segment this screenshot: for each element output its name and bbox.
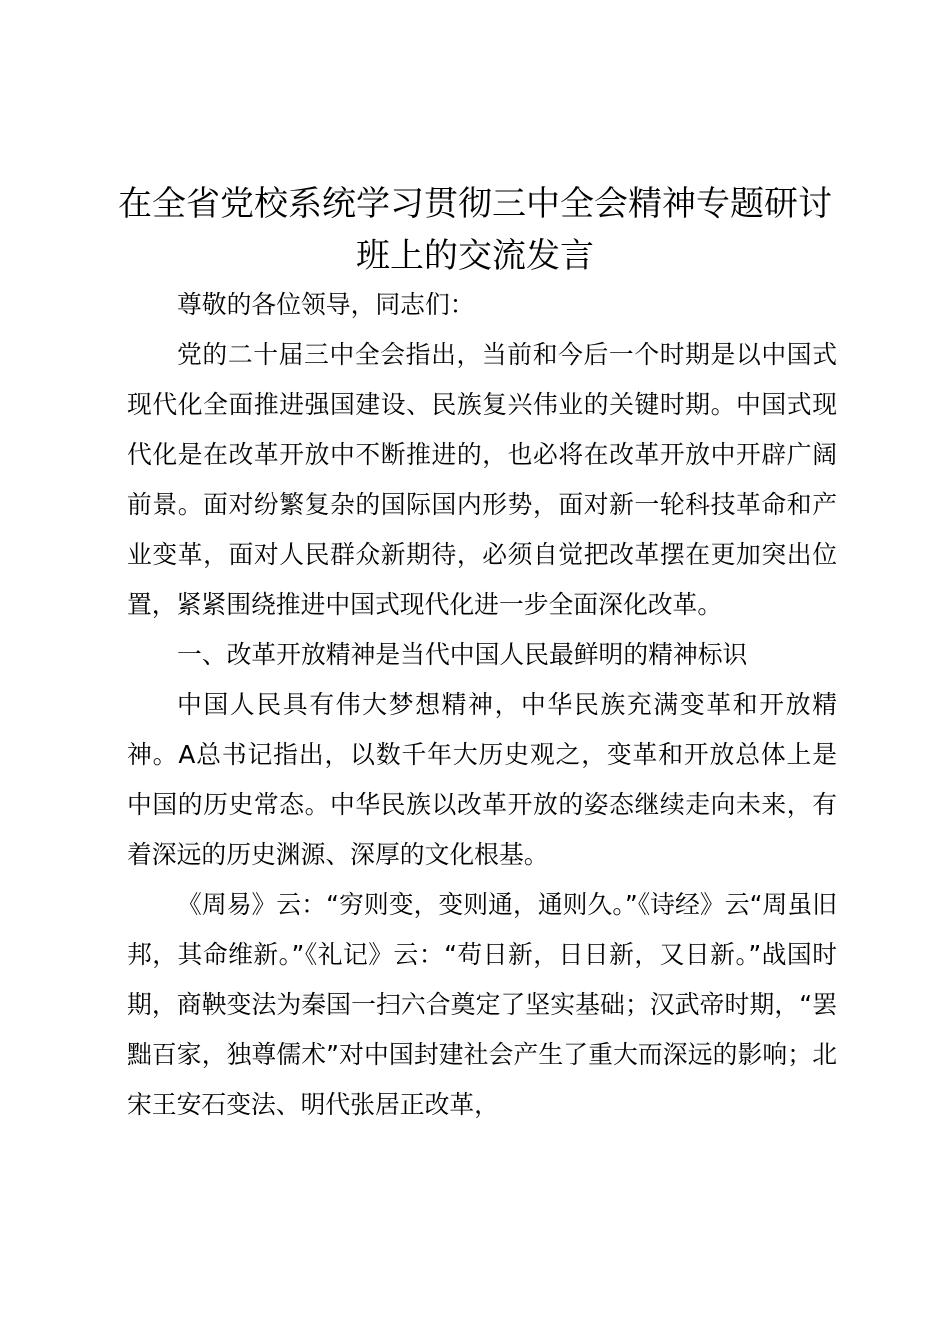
document-title: 在全省党校系统学习贯彻三中全会精神专题研讨班上的交流发言 [118,184,832,276]
intro-paragraph: 党的二十届三中全会指出，当前和今后一个时期是以中国式现代化全面推进强国建设、民族复兴伟业的关键时期。中国式现代化是在改革开放中不断推进的，也必将在改革开放中开辟广阔前景。面对纷繁复杂的国际国内形势，面对新一轮科技革命和产业变革，面对人民群众新期待，必须自觉把改革摆在更加突出位置，紧紧围绕推进中国式现代化进一步全面深化改革。 [127,340,837,619]
salutation-paragraph: 尊敬的各位领导，同志们： [177,290,475,319]
section-heading: 一、改革开放精神是当代中国人民最鲜明的精神标识 [177,640,748,669]
document-body [127,280,837,1130]
body-paragraph: 中国人民具有伟大梦想精神，中华民族充满变革和开放精神。A总书记指出，以数千年大历史观之，变革和开放总体上是中国的历史常态。中华民族以改革开放的姿态继续走向未来，有着深远的历史渊源、深厚的文化根基。 [127,690,837,869]
body-paragraph: 《周易》云：“穷则变，变则通，通则久。”《诗经》云“周虽旧邦，其命维新。”《礼记》云：“苟日新，日日新，又日新。”战国时期，商鞅变法为秦国一扫六合奠定了坚实基础；汉武帝时期，“罢黜百家，独尊儒术”对中国封建社会产生了重大而深远的影响；北宋王安石变法、明代张居正改革， [127,890,837,1119]
